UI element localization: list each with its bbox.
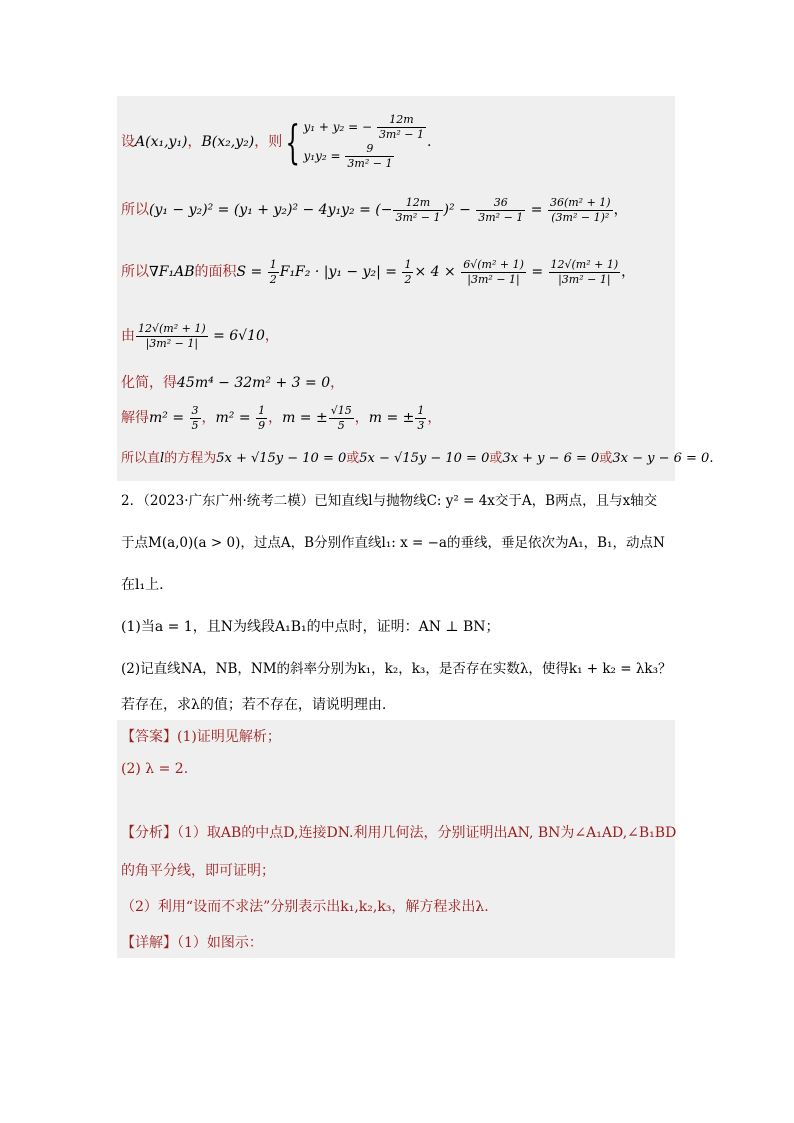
left-brace: {	[285, 115, 301, 169]
line-square: 所以(y₁ − y₂)² = (y₁ + y₂)² − 4y₁y₂ = (− $\frac{12m}{\text{3m² − 1}}$ )² − $\frac{36}{\text{3m² − 1}}$ = $\frac{\text{36(m² + 1)}}{\text{(3m² − 1)²}}$ ，	[121, 195, 628, 224]
system-eq2: y₁y₂ = $\frac{9}{\text{3m² − 1}}$	[303, 142, 393, 170]
answer-line-2: (2) λ = 2.	[121, 761, 189, 777]
line-simplify: 化简，得45m⁴ − 32m² + 3 = 0，	[121, 375, 345, 391]
equation-system	[304, 113, 428, 171]
answer-line-1: 【答案】(1)证明见解析；	[121, 729, 281, 745]
line-solve: 解得m² = $\frac{3}{5}$ ，m² = $\frac{1}{9}$ ，m = ± $\frac{√15}{5}$ ，m = ± $\frac{1}{3}$ ，	[121, 403, 442, 432]
line-from: 由 $\frac{\text{12√(m² + 1)}}{\text{|3m² − 1|}}$ = 6√10，	[121, 321, 279, 350]
line-area: 所以∇F₁AB的面积S = $\frac{1}{2}$ F₁F₂ · |y₁ − y₂| = $\frac{1}{2}$ × 4 × $\frac{\text{6√(m² + 1)}}{\text{|3m² − 1|}}$ = $\frac{\text{12√(m² + 1)}}{\text{|3m² − 1|}}$ ，	[121, 257, 636, 286]
problem-part-2-line-2: 若存在，求λ的值；若不存在，请说明理由.	[121, 697, 387, 713]
problem-part-1: (1)当a = 1，且N为线段A₁B₁的中点时，证明：AN ⊥ BN；	[121, 619, 500, 635]
line-result: 所以直l的方程为5x + √15y − 10 = 0或5x − √15y − 10 = 0或3x + y − 6 = 0或3x − y − 6 = 0.	[121, 451, 714, 466]
answer-label: 【答案】	[121, 729, 177, 745]
analysis-line-1: 【分析】（1）取AB的中点D,连接DN.利用几何法，分别证明出AN, BN为∠A₁AD,∠B₁BD	[121, 825, 677, 841]
detail-line: 【详解】（1）如图示：	[121, 935, 263, 951]
line-set-points: 设A(x₁,y₁)，B(x₂,y₂)，则{ y₁ + y₂ = − $\frac{12m}{\text{3m² − 1}}$ y₁y₂ = $\frac{9}{\text{3m² − 1}}$ .	[121, 113, 432, 170]
problem-line-1: 2．（2023·广东广州·统考二模）已知直线l与抛物线C: y² = 4x交于A，B两点，且与x轴交	[121, 493, 658, 509]
detail-label: 【详解】	[121, 935, 177, 951]
problem-part-2-line-1: (2)记直线NA，NB，NM的斜率分别为k₁，k₂，k₃，是否存在实数λ，使得k₁ + k₂ = λk₃？	[121, 661, 672, 677]
problem-line-2: 于点M(a,0)(a > 0)，过点A，B分别作直线l₁: x = −a的垂线，垂足依次为A₁，B₁，动点N	[121, 535, 665, 551]
analysis-label: 【分析】	[121, 825, 177, 841]
analysis-line-3: （2）利用“设而不求法”分别表示出k₁,k₂,k₃，解方程求出λ.	[121, 899, 489, 915]
system-eq1: y₁ + y₂ = − $\frac{12m}{\text{3m² − 1}}$	[303, 113, 424, 141]
problem-line-3: 在l₁上.	[121, 577, 164, 593]
analysis-line-2: 的角平分线，即可证明；	[121, 863, 275, 879]
